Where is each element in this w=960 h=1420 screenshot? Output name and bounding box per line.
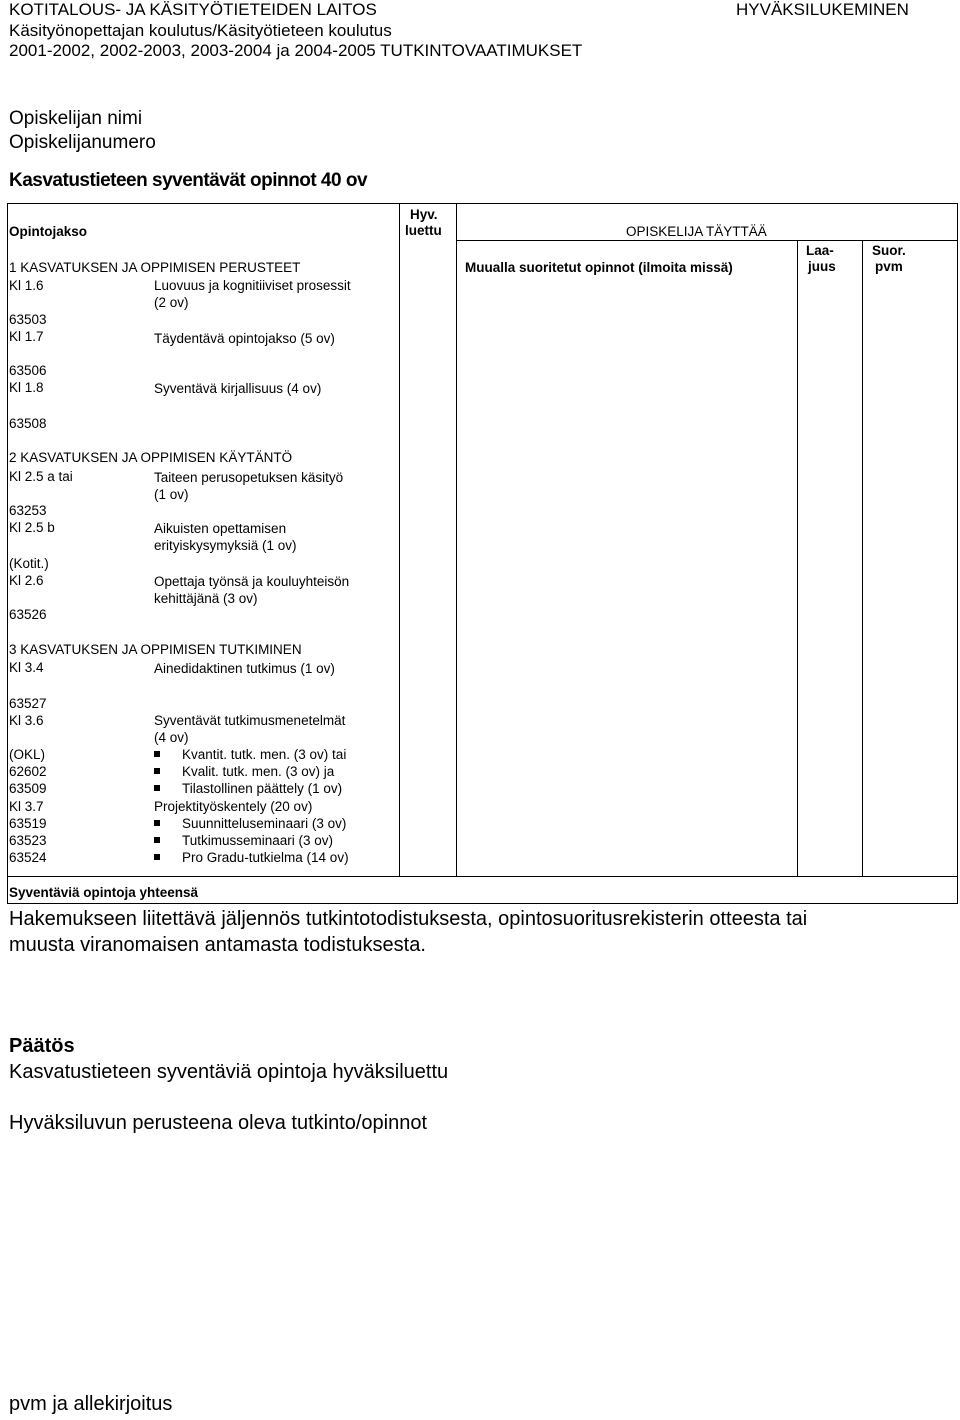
section-1-title: 1 KASVATUKSEN JA OPPIMISEN PERUSTEET [9,260,301,275]
section-3-title: 3 KASVATUKSEN JA OPPIMISEN TUTKIMINEN [9,642,302,657]
course-name-cont: (4 ov) [154,730,189,745]
course-number: 63526 [9,607,47,622]
list-item: Kvantit. tutk. men. (3 ov) tai [154,746,346,763]
decision-basis: Hyväksiluvun perusteena oleva tutkinto/opinnot [9,1112,428,1134]
course-name: Syventävä kirjallisuus (4 ov) [154,381,322,396]
attachment-note-cont: muusta viranomaisen antamasta todistuksesta. [9,934,426,956]
student-number-label: Opiskelijanumero [9,132,156,153]
form-type: HYVÄKSILUKEMINEN [736,0,909,19]
course-code: Kl 1.6 [9,278,44,293]
col-elsewhere-header: Muualla suoritetut opinnot (ilmoita missä) [465,260,733,275]
column-divider-student [456,203,457,876]
decision-line: Kasvatustieteen syventäviä opintoja hyväksiluettu [9,1061,449,1083]
list-item: Pro Gradu-tutkielma (14 ov) [154,849,349,866]
list-item: Tilastollinen päättely (1 ov) [154,780,342,797]
table-top-border [7,203,958,204]
course-number: (OKL) [9,747,46,762]
column-divider-approved [399,203,400,876]
course-number: 63527 [9,696,47,711]
form-title: Kasvatustieteen syventävät opinnot 40 ov [9,170,368,191]
course-number: 63508 [9,416,47,431]
bullet-icon [154,820,160,826]
col-approved-header-2: luettu [405,223,442,238]
course-name: Projektityöskentely (20 ov) [154,799,313,814]
course-name: Aikuisten opettamisen [154,521,287,536]
table-right-border [957,203,958,904]
course-name-cont: (1 ov) [154,487,189,502]
course-name: Täydentävä opintojakso (5 ov) [154,331,335,346]
course-name: Luovuus ja kognitiiviset prosessit [154,278,351,293]
course-code: Kl 1.8 [9,380,44,395]
course-number: 63524 [9,850,47,865]
bullet-icon [154,751,160,757]
col-course-header: Opintojakso [9,224,88,239]
course-name: Opettaja työnsä ja kouluyhteisön [154,574,350,589]
course-number: 63509 [9,781,47,796]
total-bottom-border [7,903,958,904]
course-name-cont: kehittäjänä (3 ov) [154,591,258,606]
course-code: Kl 2.6 [9,573,44,588]
course-code: Kl 3.6 [9,713,44,728]
bullet-icon [154,837,160,843]
bullet-icon [154,768,160,774]
list-item: Tutkimusseminaari (3 ov) [154,832,333,849]
course-code: Kl 1.7 [9,329,44,344]
column-divider-scope [797,240,798,876]
course-number: 63519 [9,816,47,831]
col-scope-header-2: juus [808,259,836,274]
department-name: KOTITALOUS- JA KÄSITYÖTIETEIDEN LAITOS [9,0,377,19]
course-code: Kl 3.7 [9,799,44,814]
course-number: 63253 [9,503,47,518]
attachment-note: Hakemukseen liitettävä jäljennös tutkintotodistuksesta, opintosuoritusrekisterin otteesta tai [9,908,808,930]
list-item: Kvalit. tutk. men. (3 ov) ja [154,763,334,780]
course-code: Kl 3.4 [9,660,44,675]
course-name: Taiteen perusopetuksen käsityö [154,470,344,485]
column-divider-date [862,240,863,876]
course-number: 62602 [9,764,47,779]
student-name-label: Opiskelijan nimi [9,108,143,129]
course-name-cont: erityiskysymyksiä (1 ov) [154,538,297,553]
course-name: Ainedidaktinen tutkimus (1 ov) [154,661,335,676]
course-number: (Kotit.) [9,556,49,571]
section-2-title: 2 KASVATUKSEN JA OPPIMISEN KÄYTÄNTÖ [9,450,293,465]
table-left-border [7,203,8,904]
bullet-icon [154,785,160,791]
course-number: 63506 [9,363,47,378]
requirements-years: 2001-2002, 2002-2003, 2003-2004 ja 2004-2005 TUTKINTOVAATIMUKSET [9,41,583,60]
col-approved-header-1: Hyv. [410,207,438,222]
decision-title: Päätös [9,1035,75,1057]
table-bottom-border [7,876,958,877]
course-name-cont: (2 ov) [154,295,189,310]
bullet-icon [154,854,160,860]
course-number: 63523 [9,833,47,848]
program-name: Käsityönopettajan koulutus/Käsityötieteen koulutus [9,21,392,40]
total-label: Syventäviä opintoja yhteensä [9,885,199,900]
course-code: Kl 2.5 b [9,520,55,535]
signature-label: pvm ja allekirjoitus [9,1393,173,1415]
course-code: Kl 2.5 a tai [9,469,73,484]
course-name: Syventävät tutkimusmenetelmät [154,713,346,728]
col-date-header-1: Suor. [872,243,906,258]
student-header-divider [456,240,958,241]
col-student-fills-header: OPISKELIJA TÄYTTÄÄ [626,224,767,239]
col-scope-header-1: Laa- [806,243,834,258]
col-date-header-2: pvm [875,259,903,274]
course-number: 63503 [9,312,47,327]
list-item: Suunnitteluseminaari (3 ov) [154,815,346,832]
